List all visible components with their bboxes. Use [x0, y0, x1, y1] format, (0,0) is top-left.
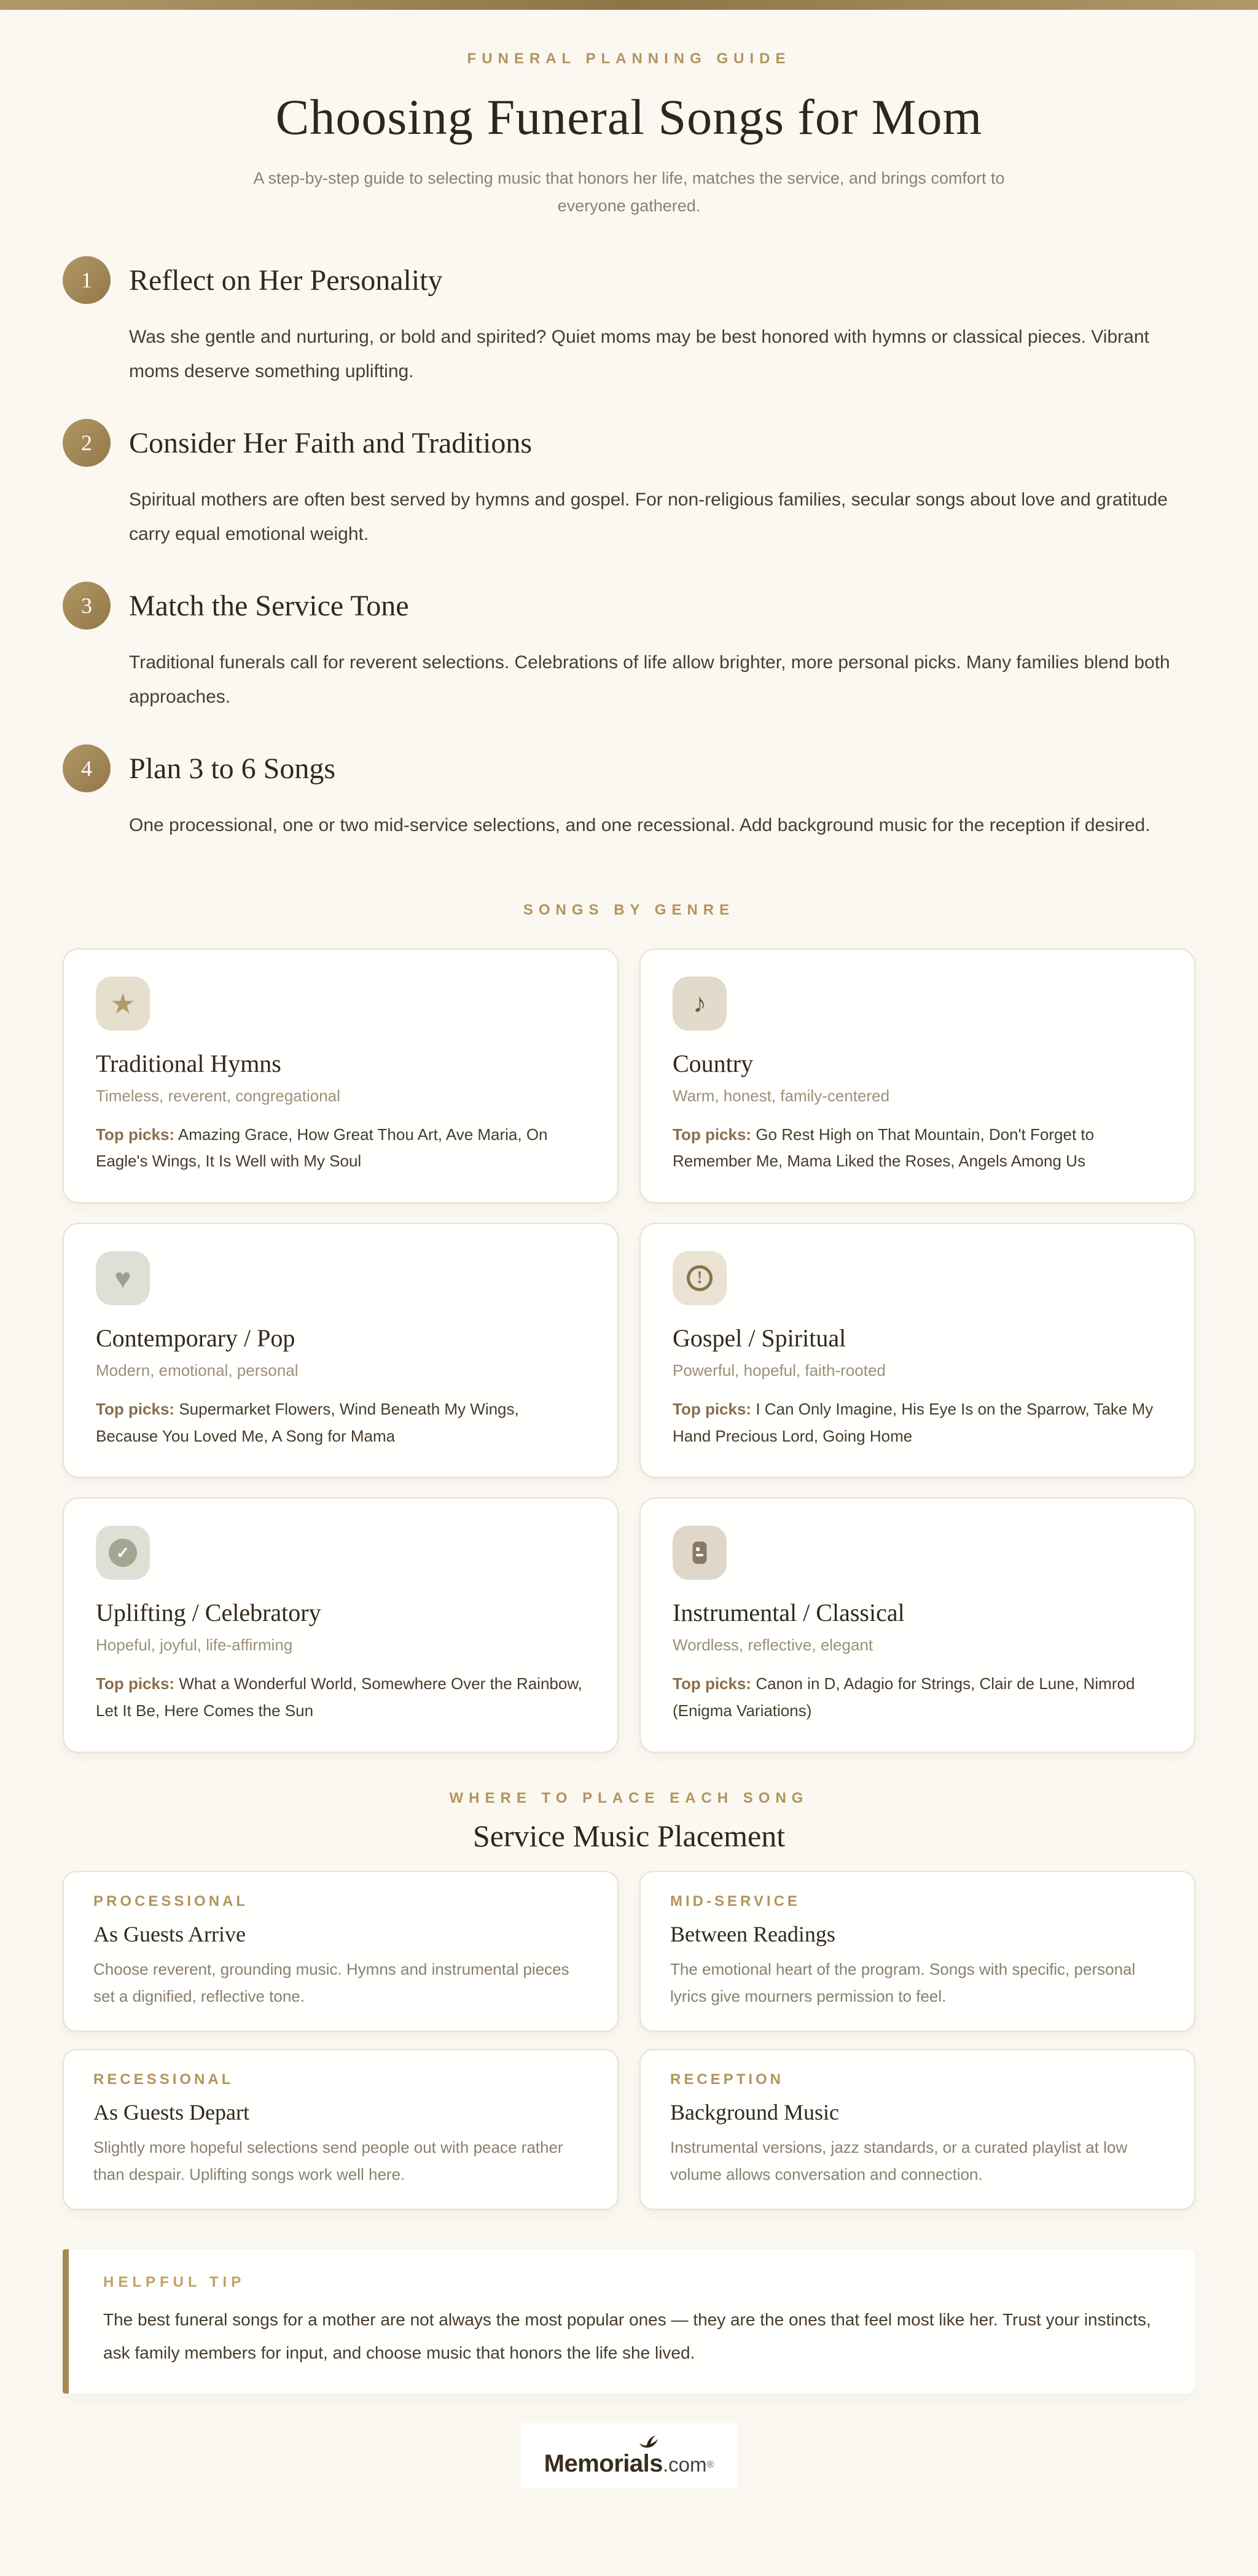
step-description: Spiritual mothers are often best served by hymns and gospel. For non-religious families, secular songs about love and gratitude carry equal emotional weight. [129, 490, 1168, 544]
placement-tag: MID-SERVICE [670, 1892, 800, 1910]
step-number-badge: 1 [63, 256, 111, 304]
placement-description: Choose reverent, grounding music. Hymns and instrumental pieces set a dignified, reflective tone. [93, 1959, 569, 2005]
icon-tile [673, 977, 727, 1031]
placement-card-reception [639, 2049, 1195, 2210]
genre-card-subtitle: Timeless, reverent, congregational [96, 1086, 340, 1105]
genre-card-subtitle: Wordless, reflective, elegant [673, 1636, 873, 1655]
genre-card-uplifting-celebratory [63, 1497, 619, 1752]
genre-section-eyebrow: SONGS BY GENRE [523, 901, 735, 918]
step-description: Was she gentle and nurturing, or bold and spirited? Quiet moms may be best honored with hymns or classical pieces. Vibrant moms deserve something uplifting. [129, 327, 1149, 381]
step-title: Reflect on Her Personality [129, 263, 443, 297]
icon-tile [673, 1251, 727, 1305]
check-circle-icon: ✓ [109, 1539, 137, 1567]
genre-card-title: Gospel / Spiritual [673, 1324, 846, 1352]
icon-tile [96, 1526, 150, 1580]
registered-mark: ® [706, 2459, 714, 2470]
top-picks-text: Go Rest High on That Mountain, Don't Forget to Remember Me, Mama Liked the Roses, Angels Among Us [673, 1125, 1095, 1171]
alert-circle-icon: ! [687, 1265, 713, 1291]
tip-label: HELPFUL TIP [103, 2274, 246, 2291]
genre-card-title: Country [673, 1049, 754, 1077]
genre-card-subtitle: Modern, emotional, personal [96, 1360, 299, 1380]
genre-card-title: Uplifting / Celebratory [96, 1599, 321, 1627]
step-description: One processional, one or two mid-service selections, and one recessional. Add background music for the reception if desired. [129, 815, 1151, 836]
heart-icon: ♥ [114, 1262, 131, 1294]
step-header [63, 419, 1195, 467]
page-title: Choosing Funeral Songs for Mom [275, 89, 983, 145]
top-picks-text: Supermarket Flowers, Wind Beneath My Wings, Because You Loved Me, A Song for Mama [96, 1399, 519, 1445]
placement-card-mid-service [639, 1871, 1195, 2032]
genre-card-subtitle: Warm, honest, family-centered [673, 1086, 890, 1105]
top-picks-label: Top picks: [96, 1399, 175, 1418]
footer [0, 2423, 1258, 2528]
step-description: Traditional funerals call for reverent selections. Celebrations of life allow brighter, more personal picks. Many families blend both approaches. [129, 652, 1170, 707]
placement-card-recessional [63, 2049, 619, 2210]
step-header [63, 744, 1195, 792]
step-header [63, 582, 1195, 630]
genre-card-traditional-hymns [63, 948, 619, 1203]
top-picks-label: Top picks: [673, 1125, 752, 1144]
genre-card-instrumental-classical [639, 1497, 1195, 1752]
top-picks-label: Top picks: [96, 1674, 175, 1693]
top-picks-text: Amazing Grace, How Great Thou Art, Ave Maria, On Eagle's Wings, It Is Well with My Soul [96, 1125, 548, 1171]
memorials-logo[interactable] [521, 2423, 738, 2489]
top-picks-label: Top picks: [673, 1674, 752, 1693]
page-subtitle: A step-by-step guide to selecting music that honors her life, matches the service, and brings comfort to everyone gathered. [253, 169, 1005, 215]
genre-card-top-picks [96, 1671, 585, 1724]
genre-card-top-picks [673, 1396, 1162, 1450]
step-number-badge: 4 [63, 744, 111, 792]
icon-tile [96, 977, 150, 1031]
genre-card-subtitle: Powerful, hopeful, faith-rooted [673, 1360, 886, 1380]
step-title: Consider Her Faith and Traditions [129, 426, 532, 459]
step-faith-traditions [63, 419, 1195, 551]
genre-card-gospel-spiritual [639, 1223, 1195, 1478]
genre-card-top-picks [673, 1122, 1162, 1175]
genre-card-title: Contemporary / Pop [96, 1324, 295, 1352]
step-header [63, 256, 1195, 304]
placement-title: Background Music [670, 2100, 839, 2125]
genre-card-top-picks [96, 1396, 585, 1450]
top-picks-text: Canon in D, Adagio for Strings, Clair de Lune, Nimrod (Enigma Variations) [673, 1674, 1135, 1720]
page-eyebrow: FUNERAL PLANNING GUIDE [467, 50, 791, 67]
genre-card-country [639, 948, 1195, 1203]
top-picks-text: What a Wonderful World, Somewhere Over the Rainbow, Let It Be, Here Comes the Sun [96, 1674, 582, 1720]
step-reflect-personality [63, 256, 1195, 388]
step-plan-songs [63, 744, 1195, 843]
placement-description: The emotional heart of the program. Songs with specific, personal lyrics give mourners permission to feel. [670, 1959, 1136, 2005]
placement-tag: RECESSIONAL [93, 2071, 234, 2088]
genre-card-top-picks [673, 1671, 1162, 1724]
placement-section-eyebrow: WHERE TO PLACE EACH SONG [449, 1789, 809, 1806]
top-picks-label: Top picks: [673, 1399, 752, 1418]
top-picks-text: I Can Only Imagine, His Eye Is on the Sparrow, Take My Hand Precious Lord, Going Home [673, 1399, 1154, 1445]
genre-card-grid [63, 948, 1195, 1753]
genre-card-contemporary-pop [63, 1223, 619, 1478]
icon-tile [96, 1251, 150, 1305]
genre-card-subtitle: Hopeful, joyful, life-affirming [96, 1636, 293, 1655]
step-number-badge: 2 [63, 419, 111, 467]
logo-wordmark [544, 2432, 714, 2478]
placement-title: As Guests Arrive [93, 1921, 246, 1946]
tip-body: The best funeral songs for a mother are not always the most popular ones — they are the ones that feel most like her. Trust your instincts, ask family members for input, and choose music that honors the life she lived. [103, 2310, 1151, 2362]
helpful-tip-box [63, 2249, 1195, 2393]
music-note-icon: ♪ [693, 988, 706, 1018]
placement-tag: RECEPTION [670, 2071, 784, 2088]
star-icon: ★ [110, 987, 136, 1020]
placement-tag: PROCESSIONAL [93, 1892, 249, 1910]
step-service-tone [63, 582, 1195, 714]
steps-list [63, 256, 1195, 843]
step-number-badge: 3 [63, 582, 111, 630]
dove-icon [636, 2432, 664, 2450]
placement-title: As Guests Depart [93, 2100, 249, 2125]
placement-section-title: Service Music Placement [472, 1818, 786, 1853]
genre-card-title: Traditional Hymns [96, 1049, 281, 1077]
top-picks-label: Top picks: [96, 1125, 175, 1144]
placement-description: Slightly more hopeful selections send people out with peace rather than despair. Uplifting songs work well here. [93, 2138, 563, 2184]
placement-title: Between Readings [670, 1921, 835, 1946]
logo-suffix: .com [663, 2453, 707, 2476]
logo-text: Memorials [544, 2449, 663, 2477]
top-accent-bar [0, 0, 1258, 10]
sheet-music-icon [686, 1539, 714, 1567]
genre-card-top-picks [96, 1122, 585, 1175]
placement-description: Instrumental versions, jazz standards, or a curated playlist at low volume allows conversation and connection. [670, 2138, 1128, 2184]
placement-card-grid [63, 1871, 1195, 2211]
placement-card-processional [63, 1871, 619, 2032]
step-title: Match the Service Tone [129, 589, 409, 622]
icon-tile [673, 1526, 727, 1580]
step-title: Plan 3 to 6 Songs [129, 752, 336, 785]
genre-card-title: Instrumental / Classical [673, 1599, 905, 1627]
